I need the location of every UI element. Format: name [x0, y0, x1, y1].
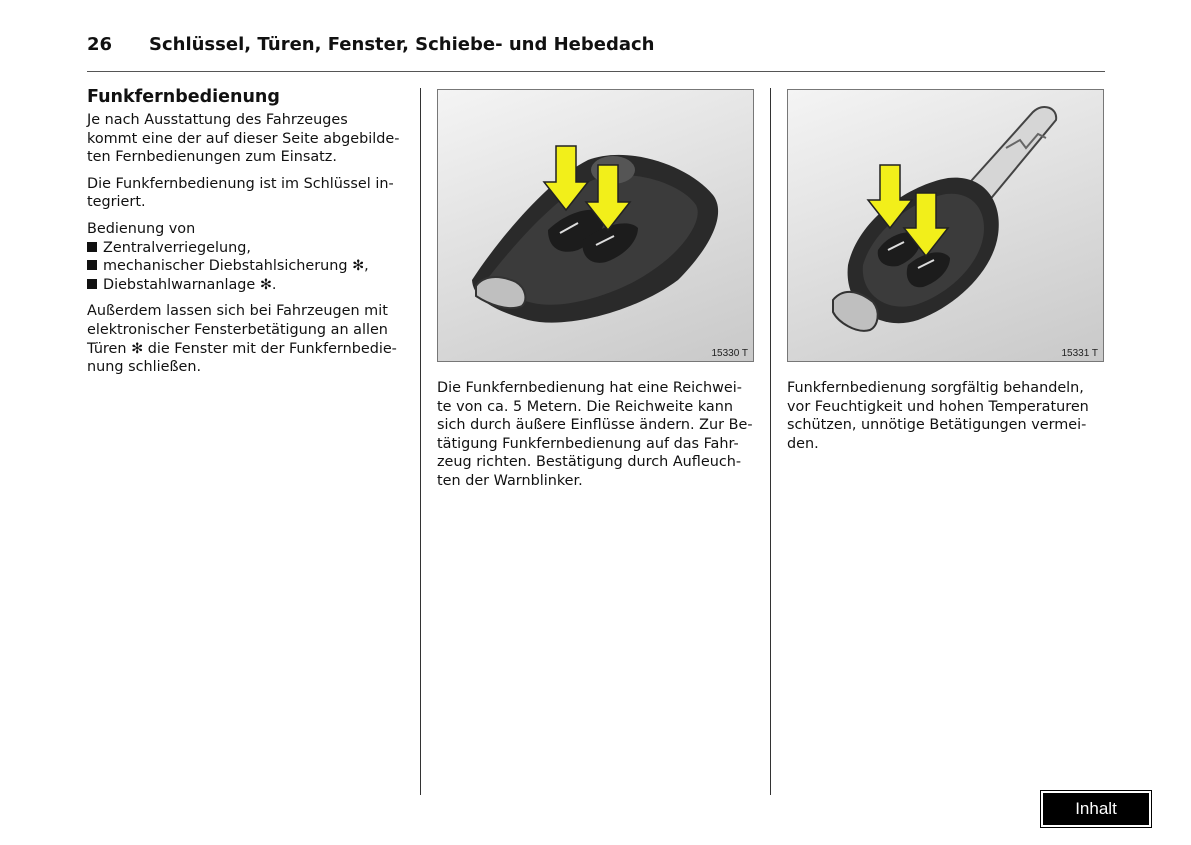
inhalt-button[interactable]: Inhalt: [1040, 790, 1152, 828]
column-divider-2: [770, 88, 771, 795]
list-item-text: Diebstahlwarnanlage ✻.: [103, 276, 277, 293]
text-line: vor Feuchtigkeit und hohen Temperaturen: [787, 398, 1089, 415]
remote-key-fob-with-arrows-image: [438, 90, 753, 361]
text-line: den.: [787, 435, 819, 452]
list-item: [87, 277, 276, 293]
list-item-text: Zentralverriegelung,: [103, 239, 251, 256]
chapter-title: Schlüssel, Türen, Fenster, Schiebe- und Hebedach: [149, 34, 655, 55]
paragraph-integrated: [87, 175, 412, 212]
text-line: elektronischer Fensterbetätigung an allen: [87, 321, 388, 338]
figure-code: 15330 T: [711, 348, 748, 359]
paragraph-care: [787, 379, 1112, 453]
text-line: ten Fernbedienungen zum Einsatz.: [87, 149, 337, 166]
column-1: [87, 86, 412, 385]
text-line: schützen, unnötige Betätigungen vermei-: [787, 417, 1087, 434]
text-line: Türen ✻ die Fenster mit der Funkfernbedie-: [87, 340, 397, 357]
header-rule: [87, 71, 1105, 72]
list-item-text: mechanischer Diebstahlsicherung ✻,: [103, 258, 369, 275]
figure-key-fob: [437, 89, 754, 362]
text-line: Funkfernbedienung sorgfältig behandeln,: [787, 380, 1084, 396]
figure-code: 15331 T: [1061, 348, 1098, 359]
remote-key-with-blade-image: [788, 90, 1103, 361]
square-bullet-icon: [87, 279, 97, 289]
text-line: nung schließen.: [87, 359, 202, 376]
column-divider-1: [420, 88, 421, 795]
text-line: Die Funkfernbedienung hat eine Reichwei-: [437, 380, 742, 396]
list-item: [87, 258, 369, 274]
text-line: Außerdem lassen sich bei Fahrzeugen mit: [87, 303, 388, 320]
text-line: ten der Warnblinker.: [437, 472, 583, 489]
text-line: kommt eine der auf dieser Seite abgebilde-: [87, 130, 400, 147]
figure-key-blade: [787, 89, 1104, 362]
text-line: zeug richten. Bestätigung durch Aufleuch-: [437, 454, 742, 471]
text-line: Die Funkfernbedienung ist im Schlüssel in-: [87, 175, 394, 192]
list-item: [87, 240, 251, 256]
square-bullet-icon: [87, 242, 97, 252]
column-3-text: [787, 379, 1112, 461]
text-line: tätigung Funkfernbedienung auf das Fahr-: [437, 435, 739, 452]
paragraph-intro: [87, 111, 412, 167]
page-number: 26: [87, 34, 113, 55]
text-line: tegriert.: [87, 194, 146, 211]
text-line: te von ca. 5 Metern. Die Reichweite kann: [437, 398, 733, 415]
text-line: Je nach Ausstattung des Fahrzeuges: [87, 112, 348, 128]
section-heading: Funkfernbedienung: [87, 87, 280, 107]
text-line: sich durch äußere Einflüsse ändern. Zur Be-: [437, 417, 753, 434]
column-2-text: [437, 379, 762, 499]
square-bullet-icon: [87, 260, 97, 270]
paragraph-range: [437, 379, 762, 491]
list-intro: Bedienung von: [87, 220, 196, 237]
page-header: [87, 34, 655, 55]
paragraph-windows: [87, 302, 412, 376]
operation-list: [87, 220, 412, 294]
